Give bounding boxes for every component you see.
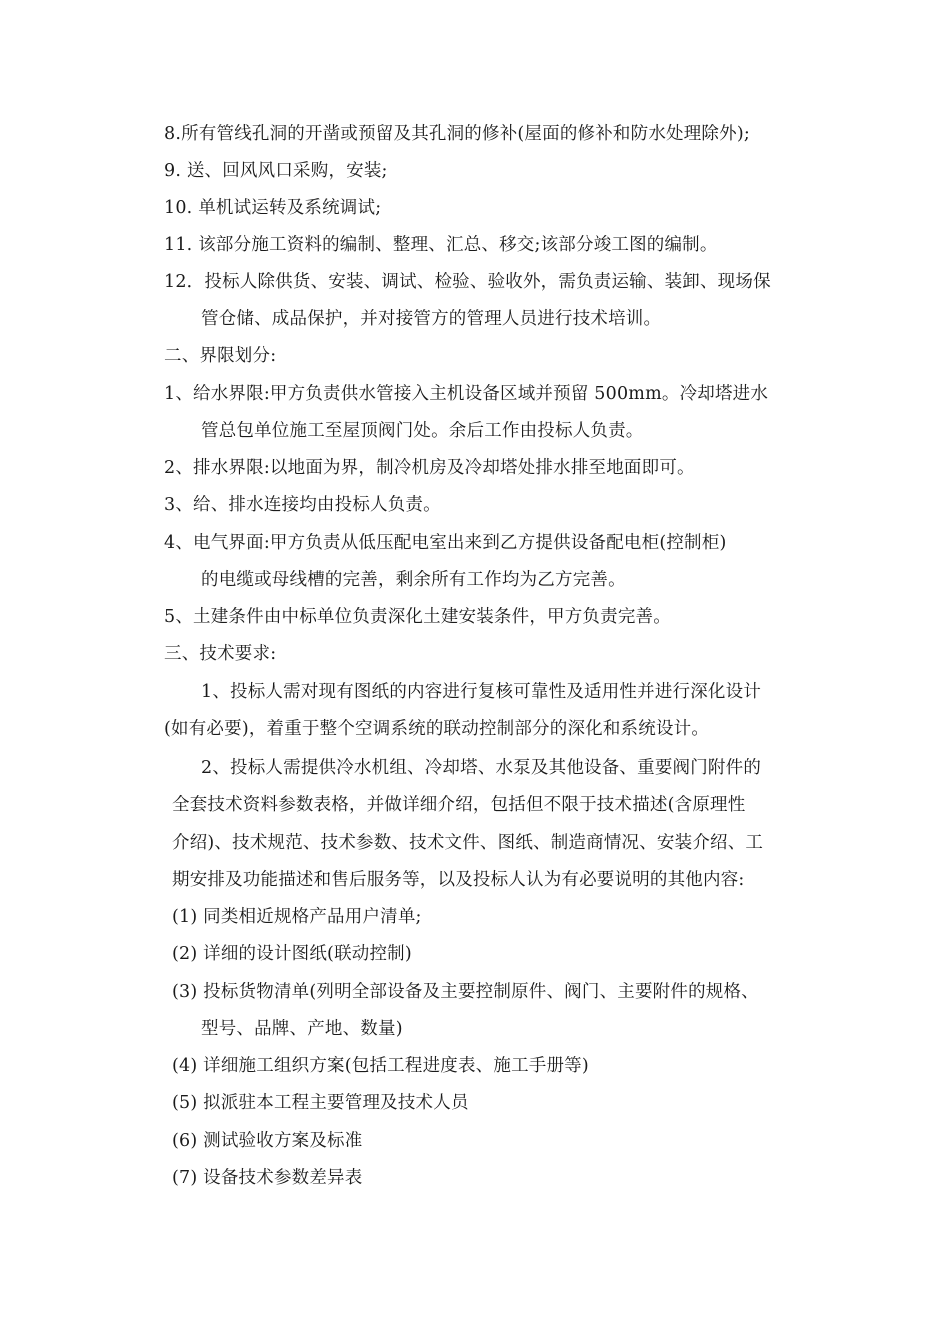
text-line: 5、土建条件由中标单位负责深化土建安装条件，甲方负责完善。	[164, 607, 671, 627]
list-item: 型号、品牌、产地、数量)	[201, 1019, 403, 1039]
text-line: 管仓储、成品保护，并对接管方的管理人员进行技术培训。	[201, 309, 662, 329]
text-line: 12．投标人除供货、安装、调试、检验、验收外，需负责运输、装卸、现场保	[164, 272, 771, 292]
text-line: 1、投标人需对现有图纸的内容进行复核可靠性及适用性并进行深化设计	[201, 682, 762, 702]
text-line: 11. 该部分施工资料的编制、整理、汇总、移交;该部分竣工图的编制。	[164, 235, 718, 255]
list-item: (4) 详细施工组织方案(包括工程进度表、施工手册等)	[172, 1056, 589, 1076]
text-line: 3、给、排水连接均由投标人负责。	[164, 495, 441, 515]
list-item: (1) 同类相近规格产品用户清单;	[172, 907, 422, 927]
section-heading: 二、界限划分:	[164, 346, 277, 366]
text-line: 8.所有管线孔洞的开凿或预留及其孔洞的修补(屋面的修补和防水处理除外);	[164, 124, 750, 144]
text-line: 10. 单机试运转及系统调试;	[164, 198, 382, 218]
list-item: (3) 投标货物清单(列明全部设备及主要控制原件、阀门、主要附件的规格、	[172, 982, 759, 1002]
list-item: (6) 测试验收方案及标准	[172, 1131, 363, 1151]
list-item: (2) 详细的设计图纸(联动控制)	[172, 944, 412, 964]
text-line: 的电缆或母线槽的完善，剩余所有工作均为乙方完善。	[201, 570, 626, 590]
list-item: (5) 拟派驻本工程主要管理及技术人员	[172, 1093, 469, 1113]
text-line: 9. 送、回风风口采购，安装;	[164, 161, 388, 181]
text-line: 期安排及功能描述和售后服务等，以及投标人认为有必要说明的其他内容:	[172, 870, 745, 890]
section-heading: 三、技术要求:	[164, 644, 277, 664]
text-line: 2、投标人需提供冷水机组、冷却塔、水泵及其他设备、重要阀门附件的	[201, 758, 762, 778]
text-line: 4、电气界面:甲方负责从低压配电室出来到乙方提供设备配电柜(控制柜)	[164, 533, 727, 553]
text-line: 介绍)、技术规范、技术参数、技术文件、图纸、制造商情况、安装介绍、工	[172, 833, 764, 853]
text-line: 全套技术资料参数表格，并做详细介绍，包括但不限于技术描述(含原理性	[172, 795, 746, 815]
text-line: 管总包单位施工至屋顶阀门处。余后工作由投标人负责。	[201, 421, 644, 441]
text-line: 2、排水界限:以地面为界，制冷机房及冷却塔处排水排至地面即可。	[164, 458, 695, 478]
text-line: (如有必要)，着重于整个空调系统的联动控制部分的深化和系统设计。	[164, 719, 710, 739]
text-line: 1、给水界限:甲方负责供水管接入主机设备区域并预留 500mm。冷却塔进水	[164, 384, 769, 404]
list-item: (7) 设备技术参数差异表	[172, 1168, 363, 1188]
